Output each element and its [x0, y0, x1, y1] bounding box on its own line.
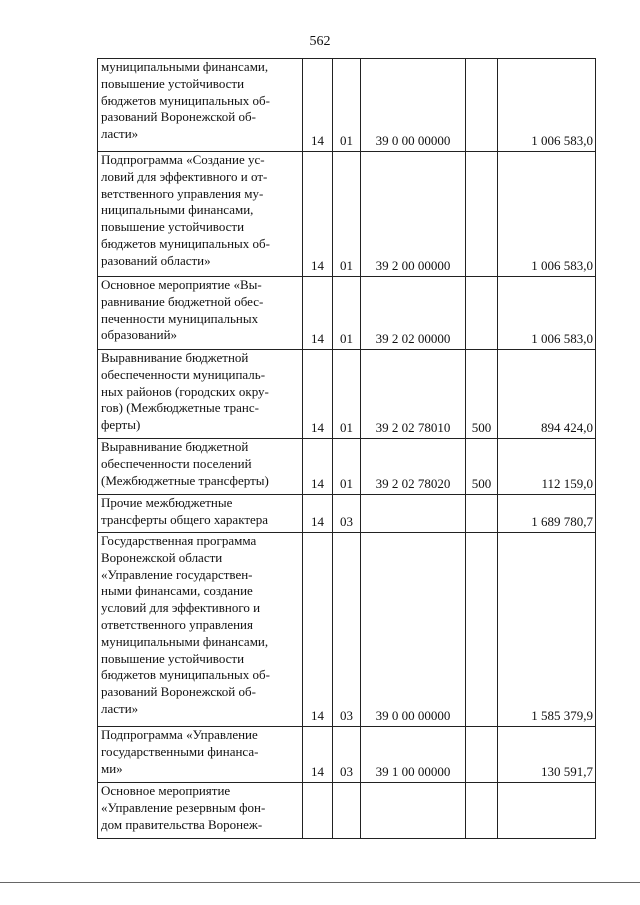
table-row [98, 439, 596, 495]
row-expense-type-cell [466, 727, 498, 783]
row-name-cell: Основное мероприятие «Управление резервным фон- дом правительства Воронеж- [98, 783, 303, 839]
row-name-cell: Государственная программа Воронежской области «Управление государствен- ными финансами, создание условий для эффективного и ответственного управления муниципальными финансами, повышение устойчивости бюджетов муниципальных об- разований Воронежской об- ласти» [98, 533, 303, 727]
row-sum-cell: 1 006 583,0 [498, 59, 596, 152]
row-subsection-cell: 03 [333, 533, 361, 727]
table-row [98, 783, 596, 839]
row-expense-type-cell [466, 59, 498, 152]
row-subsection-cell: 01 [333, 350, 361, 439]
row-sum-cell: 1 006 583,0 [498, 277, 596, 350]
table-row [98, 152, 596, 277]
table-row [98, 277, 596, 350]
row-target-article-cell: 39 0 00 00000 [361, 59, 466, 152]
row-target-article-cell: 39 2 02 78020 [361, 439, 466, 495]
row-subsection-cell [333, 783, 361, 839]
row-target-article-cell: 39 2 00 00000 [361, 152, 466, 277]
row-sum-cell: 1 585 379,9 [498, 533, 596, 727]
row-expense-type-cell [466, 533, 498, 727]
row-name-cell: Подпрограмма «Создание ус- ловий для эффективного и от- ветственного управления му- ниципальными финансами, повышение устойчивости бюджетов муниципальных об- разований области» [98, 152, 303, 277]
row-sum-cell: 894 424,0 [498, 350, 596, 439]
row-expense-type-cell: 500 [466, 350, 498, 439]
row-target-article-cell: 39 2 02 00000 [361, 277, 466, 350]
row-section-cell: 14 [303, 727, 333, 783]
row-name-cell: Выравнивание бюджетной обеспеченности поселений (Межбюджетные трансферты) [98, 439, 303, 495]
row-target-article-cell: 39 1 00 00000 [361, 727, 466, 783]
row-name-cell: муниципальными финансами, повышение устойчивости бюджетов муниципальных об- разований Воронежской об- ласти» [98, 59, 303, 152]
row-section-cell [303, 783, 333, 839]
row-subsection-cell: 03 [333, 495, 361, 533]
row-section-cell: 14 [303, 533, 333, 727]
row-expense-type-cell: 500 [466, 439, 498, 495]
budget-table [97, 58, 596, 839]
row-name-cell: Основное мероприятие «Вы- равнивание бюджетной обес- печенности муниципальных образований» [98, 277, 303, 350]
row-section-cell: 14 [303, 59, 333, 152]
page-bottom-rule [0, 882, 640, 883]
row-section-cell: 14 [303, 350, 333, 439]
row-section-cell: 14 [303, 495, 333, 533]
row-sum-cell: 112 159,0 [498, 439, 596, 495]
table-row [98, 350, 596, 439]
row-expense-type-cell [466, 277, 498, 350]
row-expense-type-cell [466, 152, 498, 277]
row-target-article-cell [361, 495, 466, 533]
row-target-article-cell [361, 783, 466, 839]
row-expense-type-cell [466, 495, 498, 533]
table-row [98, 495, 596, 533]
row-target-article-cell: 39 2 02 78010 [361, 350, 466, 439]
row-subsection-cell: 01 [333, 277, 361, 350]
table-row [98, 59, 596, 152]
row-name-cell: Подпрограмма «Управление государственными финанса- ми» [98, 727, 303, 783]
row-subsection-cell: 01 [333, 152, 361, 277]
table-row [98, 533, 596, 727]
row-sum-cell [498, 783, 596, 839]
row-section-cell: 14 [303, 152, 333, 277]
row-name-cell: Выравнивание бюджетной обеспеченности муниципаль- ных районов (городских окру- гов) (Межбюджетные транс- ферты) [98, 350, 303, 439]
row-sum-cell: 1 689 780,7 [498, 495, 596, 533]
row-expense-type-cell [466, 783, 498, 839]
row-sum-cell: 130 591,7 [498, 727, 596, 783]
row-subsection-cell: 01 [333, 59, 361, 152]
page-number: 562 [309, 34, 331, 49]
row-section-cell: 14 [303, 277, 333, 350]
row-sum-cell: 1 006 583,0 [498, 152, 596, 277]
table-row [98, 727, 596, 783]
row-target-article-cell: 39 0 00 00000 [361, 533, 466, 727]
row-section-cell: 14 [303, 439, 333, 495]
row-name-cell: Прочие межбюджетные трансферты общего характера [98, 495, 303, 533]
row-subsection-cell: 01 [333, 439, 361, 495]
row-subsection-cell: 03 [333, 727, 361, 783]
